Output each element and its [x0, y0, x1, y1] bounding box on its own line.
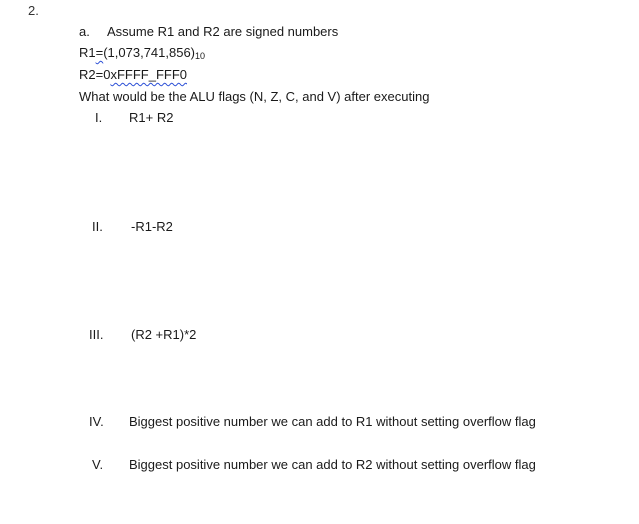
item-text: Biggest positive number we can add to R1 without setting overflow flag	[129, 414, 536, 429]
r2-definition	[79, 67, 187, 82]
item-number: III.	[89, 327, 104, 342]
r1-value: (1,073,741,856)	[103, 45, 196, 60]
item-text: -R1-R2	[131, 219, 173, 234]
r2-hex-value: xFFFF_FFF0	[110, 67, 187, 82]
item-number: II.	[92, 219, 103, 234]
r2-prefix: R2=	[79, 67, 104, 82]
question-number: 2.	[28, 3, 39, 18]
r1-equals: =	[95, 45, 104, 60]
r1-base: 10	[195, 51, 206, 61]
part-intro: Assume R1 and R2 are signed numbers	[107, 24, 339, 39]
item-number: V.	[92, 457, 104, 472]
r1-definition	[79, 45, 205, 61]
item-number: IV.	[89, 414, 104, 429]
question-text: What would be the ALU flags (N, Z, C, and V) after executing	[79, 89, 430, 104]
item-text: Biggest positive number we can add to R2 without setting overflow flag	[129, 457, 536, 472]
r2-hex-zero: 0	[103, 67, 111, 82]
r1-prefix: R1	[79, 45, 96, 60]
item-text: R1+ R2	[129, 110, 174, 125]
part-label: a.	[79, 24, 90, 39]
item-number: I.	[95, 110, 103, 125]
item-text: (R2 +R1)*2	[131, 327, 197, 342]
